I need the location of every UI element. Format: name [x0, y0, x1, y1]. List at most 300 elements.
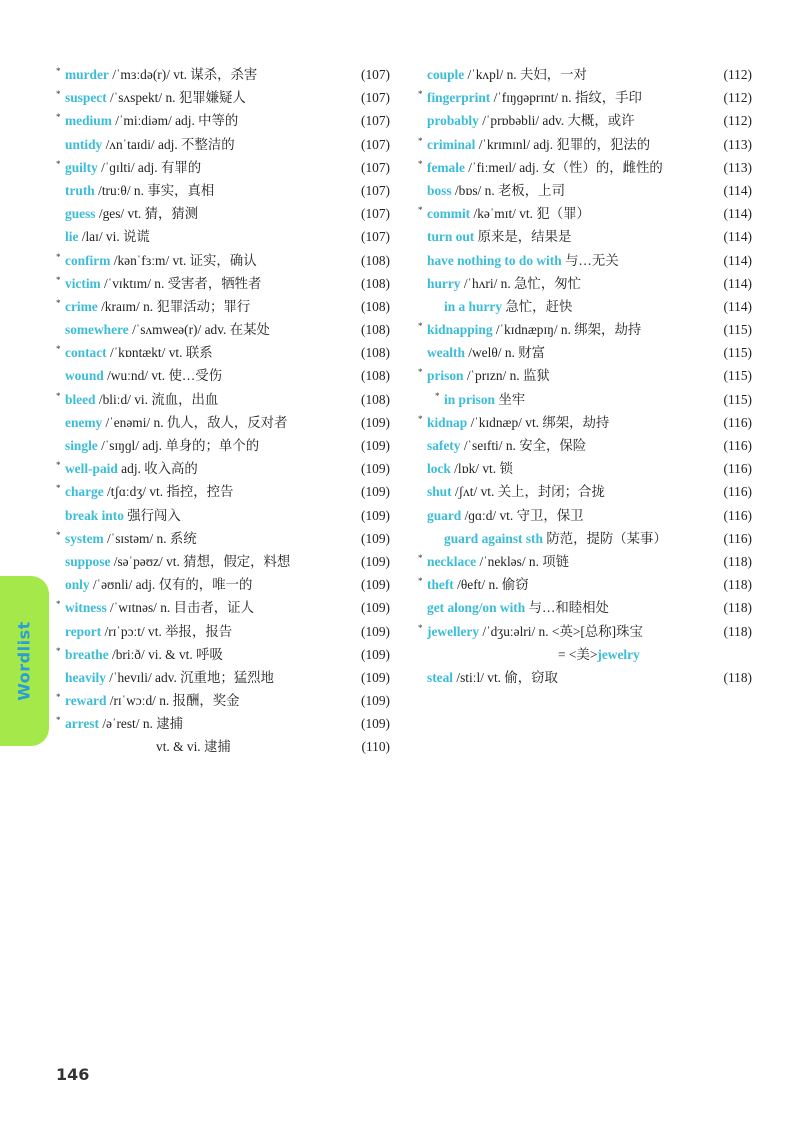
page-reference: (116) [723, 507, 752, 523]
page-reference: (116) [723, 461, 752, 477]
page-reference: (114) [723, 182, 752, 198]
definition: /bliːd/ vi. 流血，出血 [95, 391, 219, 407]
page-reference: (114) [723, 252, 752, 268]
page-reference: (108) [360, 391, 390, 407]
definition: 与…无关 [561, 252, 619, 268]
headword: kidnapping [427, 322, 493, 338]
wordlist-entry [418, 596, 752, 619]
page-reference: (118) [723, 623, 752, 639]
headword: lock [427, 461, 451, 477]
headword: criminal [427, 136, 476, 152]
entry-body [156, 735, 346, 758]
wordlist-entry [56, 573, 390, 596]
wordlist-entry [56, 480, 390, 503]
wordlist-entry [56, 712, 390, 735]
definition: 原来是，结果是 [474, 229, 572, 245]
wordlist-entry [56, 504, 390, 527]
entry-body [427, 133, 708, 156]
key-word-star-icon: * [56, 66, 61, 76]
definition: /wuːnd/ vt. 使…受伤 [103, 368, 223, 384]
key-word-star-icon: * [56, 158, 61, 169]
definition: /ˈwɪtnəs/ n. 目击者，证人 [106, 600, 254, 616]
headword: guard [427, 507, 462, 523]
definition: /ˈvɪktɪm/ n. 受害者，牺牲者 [100, 275, 262, 291]
definition: /bɒs/ n. 老板，上司 [451, 182, 565, 198]
wordlist-entry [56, 411, 390, 434]
page-reference: (116) [723, 414, 752, 430]
headword: somewhere [65, 322, 129, 338]
key-word-star-icon: * [418, 552, 423, 563]
headword: arrest [65, 716, 99, 732]
headword: only [65, 577, 90, 593]
wordlist-entry [418, 504, 752, 527]
page-reference: (109) [360, 438, 390, 453]
entry-body [65, 272, 346, 295]
key-word-star-icon: * [435, 390, 440, 401]
page-reference: (107) [360, 113, 390, 129]
page-reference: (107) [360, 182, 390, 198]
definition: adj. 收入高的 [117, 461, 198, 477]
wordlist-entry [56, 620, 390, 643]
wordlist-entry [418, 341, 752, 364]
entry-body [65, 643, 346, 666]
entry-body [427, 666, 708, 689]
headword: bleed [65, 391, 96, 407]
key-word-star-icon: * [56, 715, 61, 726]
headword: wound [65, 368, 104, 384]
headword: couple [427, 67, 465, 82]
entry-body [427, 596, 708, 619]
headword: guilty [65, 159, 98, 175]
section-tab-label: Wordlist [14, 621, 34, 701]
entry-body [444, 295, 708, 318]
page-reference: (113) [723, 159, 752, 175]
definition: /ˈseɪfti/ n. 安全，保险 [460, 438, 587, 453]
page-reference: (108) [360, 252, 390, 268]
page-reference: (108) [360, 345, 390, 361]
entry-body [65, 341, 346, 364]
headword: steal [427, 669, 454, 685]
page-reference: (107) [360, 90, 390, 106]
entry-body [427, 272, 708, 295]
entry-body [427, 341, 708, 364]
entry-body [427, 109, 708, 132]
wordlist-entry [56, 295, 390, 318]
key-word-star-icon: * [56, 692, 61, 703]
key-word-star-icon: * [56, 599, 61, 610]
wordlist-entry [56, 202, 390, 225]
page-reference: (109) [360, 716, 390, 732]
entry-body [427, 411, 708, 434]
definition: 急忙，赶快 [502, 298, 573, 314]
definition: /əˈrest/ n. 逮捕 [98, 716, 184, 732]
definition: /laɪ/ vi. 说谎 [78, 229, 150, 245]
definition: /ˈmiːdiəm/ adj. 中等的 [111, 113, 239, 129]
wordlist-entry [56, 364, 390, 387]
entry-body [65, 434, 346, 457]
definition: /ˈprɒbəbli/ adv. 大概，或许 [478, 113, 635, 129]
page-reference: (110) [361, 739, 390, 755]
wordlist-entry [56, 596, 390, 619]
entry-body [65, 504, 346, 527]
headword: report [65, 623, 102, 639]
definition: /ˈhʌri/ n. 急忙，匆忙 [460, 275, 581, 291]
headword: victim [65, 275, 101, 291]
definition: /ˈsʌspekt/ n. 犯罪嫌疑人 [106, 90, 246, 106]
wordlist-entry [56, 527, 390, 550]
page-reference: (112) [723, 67, 752, 82]
wordlist-entry [56, 735, 390, 758]
wordlist-entry [418, 434, 752, 457]
wordlist-entry [56, 388, 390, 411]
wordlist-entry [418, 527, 752, 550]
wordlist-entry [56, 133, 390, 156]
wordlist-entry [418, 272, 752, 295]
headword: prison [427, 368, 464, 384]
headword: wealth [427, 345, 465, 361]
wordlist-entry [418, 364, 752, 387]
definition: /kraɪm/ n. 犯罪活动；罪行 [97, 298, 251, 314]
key-word-star-icon: * [418, 89, 423, 100]
wordlist-entry [418, 573, 752, 596]
page-reference: (118) [723, 577, 752, 593]
entry-body [65, 318, 346, 341]
entry-body [427, 550, 708, 573]
page-reference: (107) [360, 206, 390, 222]
wordlist-entry [56, 225, 390, 248]
page-reference: (118) [723, 669, 752, 685]
definition: /ˈenəmi/ n. 仇人，敌人，反对者 [102, 414, 288, 430]
definition: /ˈhevɪli/ adv. 沉重地；猛烈地 [105, 669, 274, 685]
definition: /stiːl/ vt. 偷，窃取 [453, 669, 558, 685]
page-reference: (112) [723, 113, 752, 129]
entry-body [65, 480, 346, 503]
page-reference: (115) [723, 391, 752, 407]
definition: /ges/ vt. 猜，猜测 [95, 206, 199, 222]
page-reference: (109) [360, 461, 390, 477]
headword: get along/on with [427, 600, 526, 616]
page-reference: (114) [723, 275, 752, 291]
headword: guard against sth [444, 530, 543, 546]
entry-body [65, 202, 346, 225]
key-word-star-icon: * [56, 460, 61, 471]
wordlist-entry [418, 225, 752, 248]
entry-body [65, 596, 346, 619]
entry-body [427, 225, 708, 248]
entry-body [444, 527, 708, 550]
headword: shut [427, 484, 452, 500]
entry-body [65, 527, 346, 550]
headword: jewelry [597, 646, 640, 662]
wordlist-entry [418, 550, 752, 573]
headword: safety [427, 438, 461, 453]
wordlist-entry [56, 643, 390, 666]
entry-body [65, 666, 346, 689]
page-reference: (109) [360, 414, 390, 430]
entry-body [65, 133, 346, 156]
headword: female [427, 159, 465, 175]
definition: /ˈfɪŋɡəprɪnt/ n. 指纹，手印 [490, 90, 642, 106]
headword: single [65, 438, 98, 453]
key-word-star-icon: * [56, 297, 61, 308]
page-reference: (109) [360, 577, 390, 593]
page-reference: (113) [723, 136, 752, 152]
key-word-star-icon: * [56, 529, 61, 540]
headword: enemy [65, 414, 103, 430]
wordlist-entry [418, 388, 752, 411]
wordlist-entry [418, 249, 752, 272]
page-reference: (115) [723, 322, 752, 338]
entry-body [427, 480, 708, 503]
wordlist-entry [418, 643, 752, 666]
key-word-star-icon: * [56, 390, 61, 401]
definition: /ˈmɜːdə(r)/ vt. 谋杀，杀害 [108, 67, 258, 82]
wordlist-entry [418, 133, 752, 156]
wordlist-entry [56, 318, 390, 341]
definition: /ˈkɪdnæpɪŋ/ n. 绑架，劫持 [492, 322, 642, 338]
definition: /ˈsɪstəm/ n. 系统 [103, 530, 197, 546]
definition: /tʃɑːdʒ/ vt. 指控，控告 [103, 484, 234, 500]
headword: breathe [65, 646, 109, 662]
page-reference: (114) [723, 206, 752, 222]
page-reference: (115) [723, 345, 752, 361]
headword: charge [65, 484, 104, 500]
key-word-star-icon: * [56, 112, 61, 123]
wordlist-entry [418, 86, 752, 109]
headword: contact [65, 345, 107, 361]
page-reference: (109) [360, 507, 390, 523]
page-reference: (107) [360, 229, 390, 245]
headword: kidnap [427, 414, 468, 430]
definition: 强行闯入 [123, 507, 181, 523]
page-reference: (112) [723, 90, 752, 106]
entry-body [558, 643, 708, 666]
headword: heavily [65, 669, 106, 685]
definition: /kənˈfɜːm/ vt. 证实，确认 [110, 252, 257, 268]
wordlist-entry [56, 249, 390, 272]
entry-body [65, 249, 346, 272]
page-reference: (118) [723, 553, 752, 569]
wordlist-entry [56, 86, 390, 109]
headword: have nothing to do with [427, 252, 562, 268]
headword: murder [65, 67, 109, 82]
page-reference: (107) [360, 159, 390, 175]
entry-body [427, 620, 708, 643]
page-reference: (107) [360, 136, 390, 152]
definition: /ˈnekləs/ n. 项链 [476, 553, 570, 569]
headword: in a hurry [444, 298, 503, 314]
headword: well-paid [65, 461, 118, 477]
headword: crime [65, 298, 98, 314]
wordlist-entry [418, 109, 752, 132]
wordlist-entry [418, 457, 752, 480]
wordlist-entry [418, 411, 752, 434]
wordlist-column-left [56, 63, 390, 759]
definition: /ˈkrɪmɪnl/ adj. 犯罪的，犯法的 [475, 136, 651, 152]
key-word-star-icon: * [418, 367, 423, 378]
entry-body [65, 388, 346, 411]
entry-body [65, 573, 346, 596]
definition: 与…和睦相处 [525, 600, 609, 616]
key-word-star-icon: * [418, 622, 423, 633]
page-reference: (109) [360, 484, 390, 500]
wordlist-entry [56, 272, 390, 295]
entry-body [427, 318, 708, 341]
page-reference: (116) [723, 438, 752, 453]
definition: /ˈdʒuːəlri/ n. <英>[总称]珠宝 [479, 623, 643, 639]
wordlist-entry [56, 666, 390, 689]
page-reference: (109) [360, 669, 390, 685]
entry-body [65, 179, 346, 202]
key-word-star-icon: * [418, 321, 423, 332]
entry-body [65, 109, 346, 132]
wordlist-entry [56, 179, 390, 202]
wordlist-entry [418, 202, 752, 225]
definition: /truːθ/ n. 事实，真相 [94, 182, 215, 198]
entry-body [65, 550, 346, 573]
headword: break into [65, 507, 124, 523]
headword: jewellery [427, 623, 480, 639]
page-reference: (114) [723, 298, 752, 314]
entry-body [65, 712, 346, 735]
page-reference: (109) [360, 600, 390, 616]
definition: vt. & vi. 逮捕 [156, 739, 231, 755]
entry-body [65, 156, 346, 179]
definition: /θeft/ n. 偷窃 [453, 577, 529, 593]
headword: in prison [444, 391, 495, 407]
entry-body [427, 457, 708, 480]
entry-body [65, 457, 346, 480]
entry-body [427, 249, 708, 272]
headword: suspect [65, 90, 107, 106]
headword: suppose [65, 553, 111, 569]
definition: /ˈprɪzn/ n. 监狱 [463, 368, 550, 384]
page-reference: (109) [360, 530, 390, 546]
entry-body [65, 689, 346, 712]
entry-body [427, 364, 708, 387]
definition: /ɡɑːd/ vt. 守卫，保卫 [461, 507, 584, 523]
wordlist-entry [418, 666, 752, 689]
entry-body [444, 388, 708, 411]
headword: boss [427, 182, 452, 198]
page-reference: (108) [360, 368, 390, 384]
entry-body [65, 63, 346, 86]
wordlist-entry [56, 457, 390, 480]
entry-body [65, 225, 346, 248]
wordlist-entry [56, 109, 390, 132]
entry-body [65, 411, 346, 434]
key-word-star-icon: * [56, 274, 61, 285]
wordlist-entry [418, 156, 752, 179]
definition: /welθ/ n. 财富 [464, 345, 545, 361]
headword: untidy [65, 136, 103, 152]
headword: theft [427, 577, 454, 593]
wordlist-entry [56, 434, 390, 457]
wordlist-entry [418, 63, 752, 86]
key-word-star-icon: * [56, 89, 61, 100]
wordlist-entry [56, 63, 390, 86]
page-reference: (108) [360, 322, 390, 338]
wordlist-entry [418, 480, 752, 503]
headword: guess [65, 206, 96, 222]
definition: /ˈɡɪlti/ adj. 有罪的 [97, 159, 202, 175]
headword: hurry [427, 275, 461, 291]
definition: /ˈfiːmeɪl/ adj. 女（性）的，雌性的 [464, 159, 663, 175]
definition: /ˈsɪŋɡl/ adj. 单身的；单个的 [97, 438, 260, 453]
definition: /ˈkɪdnæp/ vt. 绑架，劫持 [467, 414, 610, 430]
entry-body [427, 63, 708, 86]
entry-body [65, 295, 346, 318]
headword: system [65, 530, 104, 546]
wordlist-entry [56, 341, 390, 364]
page-reference: (115) [723, 368, 752, 384]
headword: turn out [427, 229, 475, 245]
headword: confirm [65, 252, 111, 268]
key-word-star-icon: * [418, 205, 423, 216]
page-reference: (116) [723, 530, 752, 546]
key-word-star-icon: * [56, 483, 61, 494]
definition: /ˈsʌmweə(r)/ adv. 在某处 [128, 322, 270, 338]
page-reference: (118) [723, 600, 752, 616]
definition: /ʌnˈtaɪdi/ adj. 不整洁的 [102, 136, 235, 152]
entry-body [427, 156, 708, 179]
headword: witness [65, 600, 107, 616]
definition: /lɒk/ vt. 锁 [450, 461, 513, 477]
entry-body [427, 86, 708, 109]
page-number: 146 [56, 1065, 90, 1084]
key-word-star-icon: * [418, 158, 423, 169]
headword: lie [65, 229, 79, 245]
page-reference: (108) [360, 298, 390, 314]
wordlist-entry [56, 156, 390, 179]
headword: medium [65, 113, 112, 129]
wordlist-entry [418, 620, 752, 643]
headword: truth [65, 182, 95, 198]
definition: /briːð/ vi. & vt. 呼吸 [108, 646, 223, 662]
headword: necklace [427, 553, 477, 569]
headword: reward [65, 693, 107, 709]
headword: commit [427, 206, 471, 222]
wordlist-entry [418, 179, 752, 202]
wordlist-entry [418, 295, 752, 318]
entry-prefix: = <美> [558, 646, 598, 662]
entry-body [427, 179, 708, 202]
key-word-star-icon: * [56, 251, 61, 262]
wordlist-entry [56, 689, 390, 712]
key-word-star-icon: * [418, 576, 423, 587]
definition: /ʃʌt/ vt. 关上，封闭；合拢 [451, 484, 605, 500]
wordlist-entry [418, 318, 752, 341]
page-reference: (107) [360, 67, 390, 82]
headword: probably [427, 113, 479, 129]
entry-body [65, 86, 346, 109]
page-reference: (109) [360, 553, 390, 569]
definition: /ˈkʌpl/ n. 夫妇，一对 [464, 67, 587, 82]
entry-body [427, 573, 708, 596]
page-reference: (116) [723, 484, 752, 500]
entry-body [65, 620, 346, 643]
page-reference: (109) [360, 623, 390, 639]
entry-body [427, 434, 708, 457]
key-word-star-icon: * [418, 135, 423, 146]
page-reference: (109) [360, 693, 390, 709]
entry-body [427, 504, 708, 527]
headword: fingerprint [427, 90, 491, 106]
entry-body [65, 364, 346, 387]
wordlist-entry [56, 550, 390, 573]
key-word-star-icon: * [418, 413, 423, 424]
page-reference: (108) [360, 275, 390, 291]
